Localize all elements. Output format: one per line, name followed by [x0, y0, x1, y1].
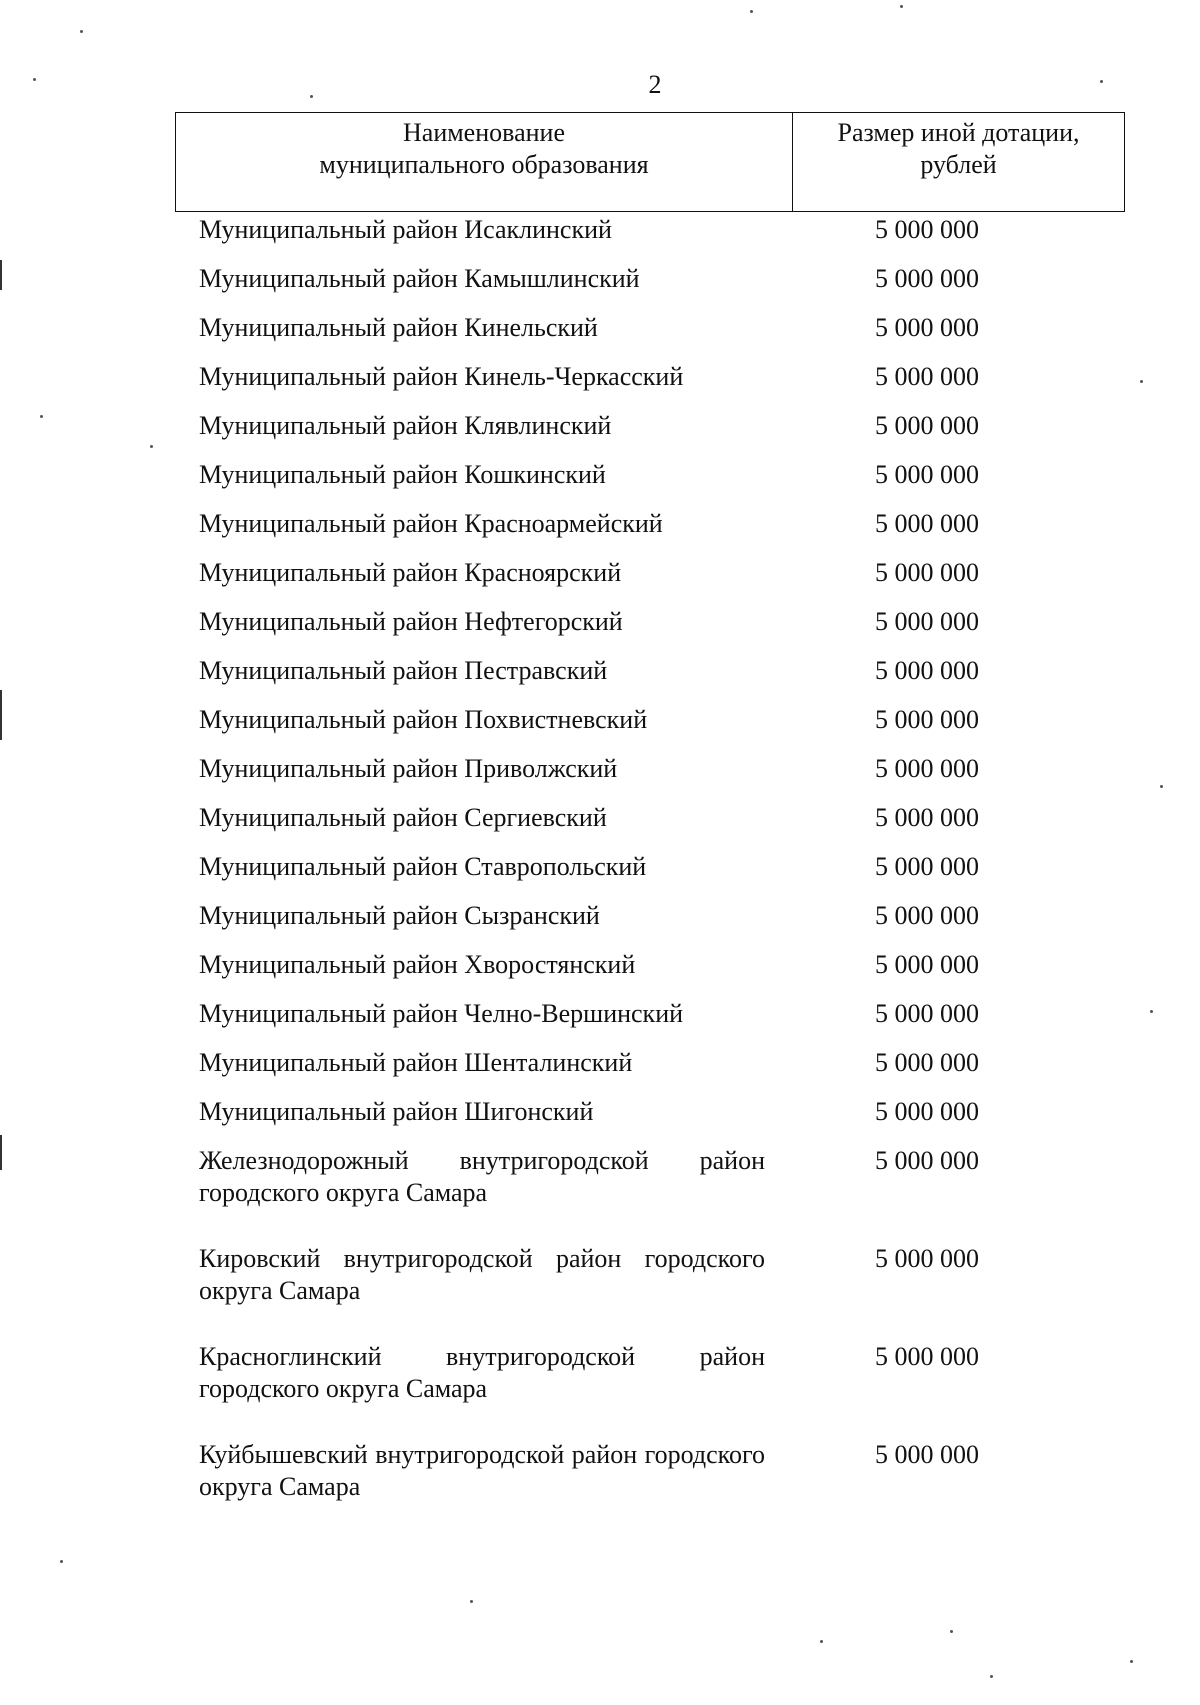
table-row — [175, 1439, 1125, 1537]
scan-edge-mark — [0, 1135, 2, 1170]
table-row — [175, 214, 1125, 263]
subsidy-amount: 5 000 000 — [875, 607, 979, 636]
table-row — [175, 606, 1125, 655]
page-number: 2 — [648, 70, 662, 99]
table-row — [175, 1096, 1125, 1145]
table-row — [175, 802, 1125, 851]
subsidy-amount: 5 000 000 — [875, 901, 979, 930]
table-row — [175, 312, 1125, 361]
municipality-name: Муниципальный район Шигонский — [199, 1097, 594, 1126]
subsidy-amount: 5 000 000 — [875, 1146, 979, 1175]
header-amount-text: Размер иной дотации, рублей — [837, 118, 1080, 179]
municipality-name: Муниципальный район Красноармейский — [199, 509, 663, 538]
table-row — [175, 263, 1125, 312]
header-name-text: Наименование муниципального образования — [319, 118, 649, 179]
table-row — [175, 753, 1125, 802]
municipality-name: Муниципальный район Красноярский — [199, 558, 622, 587]
subsidy-table — [175, 112, 1125, 1537]
municipality-name: Муниципальный район Пестравский — [199, 656, 608, 685]
scan-edge-mark — [0, 690, 2, 740]
municipality-name: Муниципальный район Камышлинский — [199, 264, 640, 293]
subsidy-amount: 5 000 000 — [875, 1097, 979, 1126]
subsidy-amount: 5 000 000 — [875, 656, 979, 685]
subsidy-amount: 5 000 000 — [875, 313, 979, 342]
municipality-name: Муниципальный район Похвистневский — [199, 705, 648, 734]
table-row — [175, 655, 1125, 704]
municipality-name: Муниципальный район Нефтегорский — [199, 607, 623, 636]
subsidy-amount: 5 000 000 — [875, 852, 979, 881]
municipality-name: Муниципальный район Сызранский — [199, 901, 600, 930]
table-row — [175, 1047, 1125, 1096]
subsidy-amount: 5 000 000 — [875, 705, 979, 734]
table-row — [175, 410, 1125, 459]
subsidy-amount: 5 000 000 — [875, 803, 979, 832]
subsidy-amount: 5 000 000 — [875, 558, 979, 587]
subsidy-amount: 5 000 000 — [875, 754, 979, 783]
municipality-name: Муниципальный район Кинель-Черкасский — [199, 362, 684, 391]
municipality-name: Муниципальный район Сергиевский — [199, 803, 607, 832]
table-row — [175, 361, 1125, 410]
subsidy-amount: 5 000 000 — [875, 411, 979, 440]
table-row — [175, 1145, 1125, 1243]
header-name-cell — [176, 113, 793, 211]
municipality-name: Муниципальный район Кинельский — [199, 313, 598, 342]
table-row — [175, 459, 1125, 508]
subsidy-amount: 5 000 000 — [875, 264, 979, 293]
subsidy-amount: 5 000 000 — [875, 1342, 979, 1371]
subsidy-amount: 5 000 000 — [875, 1048, 979, 1077]
municipality-name: Муниципальный район Хворостянский — [199, 950, 636, 979]
table-row — [175, 704, 1125, 753]
municipality-name: Муниципальный район Шенталинский — [199, 1048, 633, 1077]
municipality-name: Кировский внутригородской район городского округа Самара — [199, 1244, 765, 1305]
municipality-name: Муниципальный район Исаклинский — [199, 215, 612, 244]
table-row — [175, 557, 1125, 606]
subsidy-amount: 5 000 000 — [875, 1244, 979, 1273]
municipality-name: Муниципальный район Кошкинский — [199, 460, 606, 489]
municipality-name: Муниципальный район Ставропольский — [199, 852, 647, 881]
table-row — [175, 949, 1125, 998]
scan-edge-mark — [0, 260, 2, 290]
table-row — [175, 998, 1125, 1047]
subsidy-amount: 5 000 000 — [875, 999, 979, 1028]
subsidy-amount: 5 000 000 — [875, 362, 979, 391]
table-header — [175, 112, 1125, 212]
table-row — [175, 851, 1125, 900]
municipality-name: Муниципальный район Приволжский — [199, 754, 618, 783]
subsidy-amount: 5 000 000 — [875, 509, 979, 538]
header-amount-cell — [793, 113, 1124, 211]
subsidy-amount: 5 000 000 — [875, 950, 979, 979]
subsidy-amount: 5 000 000 — [875, 1440, 979, 1469]
municipality-name: Муниципальный район Челно-Вершинский — [199, 999, 684, 1028]
table-row — [175, 900, 1125, 949]
table-row — [175, 1341, 1125, 1439]
table-row — [175, 508, 1125, 557]
municipality-name: Муниципальный район Клявлинский — [199, 411, 612, 440]
municipality-name: Куйбышевский внутригородской район городского округа Самара — [199, 1440, 765, 1501]
subsidy-amount: 5 000 000 — [875, 460, 979, 489]
subsidy-amount: 5 000 000 — [875, 215, 979, 244]
table-body — [175, 214, 1125, 1537]
municipality-name: Красноглинский внутригородской район городского округа Самара — [199, 1342, 765, 1403]
municipality-name: Железнодорожный внутригородской район городского округа Самара — [199, 1146, 765, 1207]
table-row — [175, 1243, 1125, 1341]
